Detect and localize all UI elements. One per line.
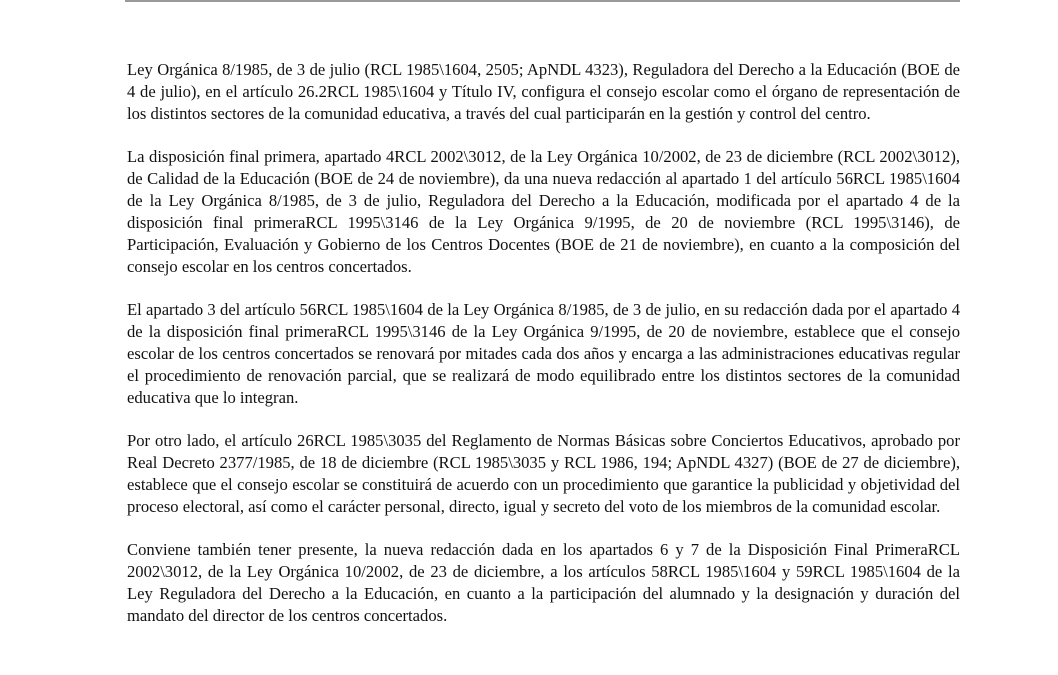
document-body (127, 59, 960, 648)
paragraph-4: Por otro lado, el artículo 26RCL 1985\3035 del Reglamento de Normas Básicas sobre Conciertos Educativos, aprobado por Real Decreto 2377/1985, de 18 de diciembre (RCL 1985\3035 y RCL 1986, 194; ApNDL 4327) (BOE de 27 de diciembre), establece que el consejo escolar se constituirá de acuerdo con un procedimiento que garantice la publicidad y objetividad del proceso electoral, así como el carácter personal, directo, igual y secreto del voto de los miembros de la comunidad escolar. (127, 431, 960, 516)
paragraph-1: Ley Orgánica 8/1985, de 3 de julio (RCL 1985\1604, 2505; ApNDL 4323), Reguladora del Derecho a la Educación (BOE de 4 de julio), en el artículo 26.2RCL 1985\1604 y Título IV, configura el consejo escolar como el órgano de representación de los distintos sectores de la comunidad educativa, a través del cual participarán en la gestión y control del centro. (127, 60, 960, 123)
header-rule (125, 0, 960, 2)
paragraph-5: Conviene también tener presente, la nueva redacción dada en los apartados 6 y 7 de la Disposición Final PrimeraRCL 2002\3012, de la Ley Orgánica 10/2002, de 23 de diciembre, a los artículos 58RCL 1985\1604 y 59RCL 1985\1604 de la Ley Reguladora del Derecho a la Educación, en cuanto a la participación del alumnado y la designación y duración del mandato del director de los centros concertados. (127, 540, 960, 625)
paragraph-3: El apartado 3 del artículo 56RCL 1985\1604 de la Ley Orgánica 8/1985, de 3 de julio, en su redacción dada por el apartado 4 de la disposición final primeraRCL 1995\3146 de la Ley Orgánica 9/1995, de 20 de noviembre, establece que el consejo escolar de los centros concertados se renovará por mitades cada dos años y encarga a las administraciones educativas regular el procedimiento de renovación parcial, que se realizará de modo equilibrado entre los distintos sectores de la comunidad educativa que lo integran. (127, 300, 960, 407)
paragraph-2: La disposición final primera, apartado 4RCL 2002\3012, de la Ley Orgánica 10/2002, de 23 de diciembre (RCL 2002\3012), de Calidad de la Educación (BOE de 24 de noviembre), da una nueva redacción al apartado 1 del artículo 56RCL 1985\1604 de la Ley Orgánica 8/1985, de 3 de julio, Reguladora del Derecho a la Educación, modificada por el apartado 4 de la disposición final primeraRCL 1995\3146 de la Ley Orgánica 9/1995, de 20 de noviembre (RCL 1995\3146), de Participación, Evaluación y Gobierno de los Centros Docentes (BOE de 21 de noviembre), en cuanto a la composición del consejo escolar en los centros concertados. (127, 147, 960, 276)
